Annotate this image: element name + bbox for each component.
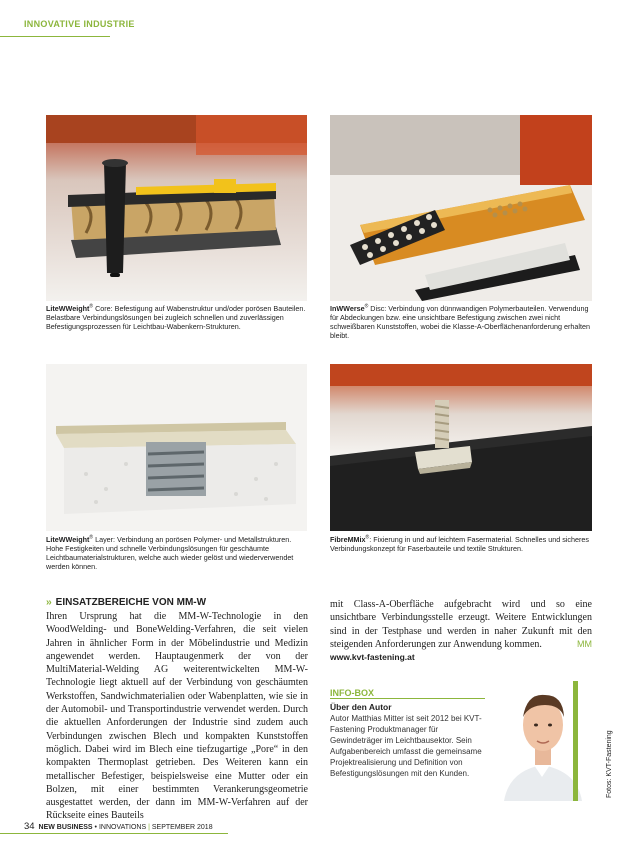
infobox-label: INFO-BOX (330, 688, 374, 698)
author-signature: MM (577, 638, 592, 649)
registered-mark: ® (89, 303, 94, 310)
footer-section: INNOVATIONS (98, 824, 147, 831)
photo-litewweight-core (46, 115, 307, 301)
footer-divider: | (148, 824, 150, 831)
registered-mark: ® (365, 534, 370, 541)
infobox-rule (330, 698, 485, 699)
section-heading (46, 597, 206, 608)
body-column-2 (330, 598, 592, 651)
caption-litewweight-layer (46, 535, 308, 571)
page-number: 34 (24, 821, 35, 832)
footer-bullet: • (94, 824, 97, 831)
caption-product-name: FibreMMix (330, 535, 366, 544)
registered-mark: ® (364, 303, 369, 310)
infobox-title: Über den Autor (330, 702, 392, 712)
magazine-brand: NEW BUSINESS (38, 824, 93, 831)
website-link[interactable]: www.kvt-fastening.at (330, 652, 415, 662)
caption-text: : Fixierung in und auf leichtem Fasermaterial. Schnelles und sicheres Verbindungskonzept für Faserbauteile und textile Strukturen. (330, 535, 589, 554)
caption-inwwerse-disc (330, 304, 594, 340)
caption-text: Core: Befestigung auf Wabenstruktur und/oder porösen Bauteilen. Belastbare Verbindungslösungen bei zugleich schnellen und zuverlässigen Befestigungsprozessen für Leichtbau-Wabenkern-Strukturen. (46, 304, 306, 332)
chevron-right-icon: ›› (46, 597, 51, 608)
photo-fibremmix (330, 364, 592, 531)
caption-text: Disc: Verbindung von dünnwandigen Polymerbauteilen. Verwendung für Abdeckungen bzw. eine unsichtbare Befestigung zwischen zwei nicht schweißbaren Kunststoffen, wobei die Klasse-A-Oberflächenanforderung erhalten bleibt. (330, 304, 590, 341)
footer-issue: SEPTEMBER 2018 (151, 824, 213, 831)
body-column-2-text: mit Class-A-Oberfläche aufgebracht wird und so eine unsichtbare Verbindungsstelle erzeugt. Weitere Entwicklungen sind in der Testphase und werden in naher Zukunft mit den steigenden Anforderungen zur Anwendung kommen. (330, 599, 592, 650)
caption-litewweight-core (46, 304, 308, 331)
caption-product-name: InWWerse (330, 304, 365, 313)
photo-credit: Fotos: KVT-Fastening (606, 730, 613, 798)
section-heading-text: EINSATZBEREICHE VON MM-W (55, 597, 207, 608)
footer (24, 821, 213, 832)
photo-inwwerse-disc (330, 115, 592, 301)
caption-product-name: LiteWWeight (46, 535, 90, 544)
header-rule (0, 36, 110, 37)
infobox-text: Autor Matthias Mitter ist seit 2012 bei KVT-Fastening Produktmanager für Gewindeträger im Leichtbausektor. Sein Aufgabenbereich umfasst die gemeinsame Projektrealisierung und Definition von Befestigungslösungen mit den Kunden. (330, 714, 482, 778)
body-column-1: Ihren Ursprung hat die MM-W-Technologie in den WoodWelding- und BoneWelding-Verfahren, die seit vielen Jahren in ähnlicher Form in der Möbelindustrie und Medizin angewendet werden. Hauptaugenmerk der von der MultiMaterial-Welding AG weiterentwickelten MM-W-Technologie liegt aktuell auf der Verbindung von geschäumten Werkstoffen, Sandwichmaterialien oder Wabenplatten, wie sie in der Automobil- und Transportindustrie verwendet werden. Durch die aktuellen Anforderungen der Industrie sind zudem auch Verbindungen zwischen Blech und kompakten Kunststoffen möglich. Dabei wird im Blech eine tiefzugartige „Pore“ in den kompakten Thermoplast getrieben. Des Weiteren kann ein metallischer Befestiger, beispielsweise eine Mutter oder ein Bolzen, mit einer bestimmten Verankerungsgeometrie ausgestattet werden, der dann im MM-W-Verfahren auf der Rückseite eines Bauteils (46, 611, 308, 822)
footer-rule (0, 833, 228, 834)
accent-bar (573, 681, 578, 801)
registered-mark: ® (89, 534, 94, 541)
photo-litewweight-layer (46, 364, 307, 531)
section-label: INNOVATIVE INDUSTRIE (24, 19, 135, 29)
caption-product-name: LiteWWeight (46, 304, 90, 313)
caption-fibremmix (330, 535, 594, 553)
caption-text: Layer: Verbindung an porösen Polymer- und Metallstrukturen. Hohe Festigkeiten und schnelle Verbindungslösungen für geschäumte Leichtbaumaterialstrukturen, welche auch wieder gelöst und wiederverwendet werden können. (46, 535, 294, 572)
